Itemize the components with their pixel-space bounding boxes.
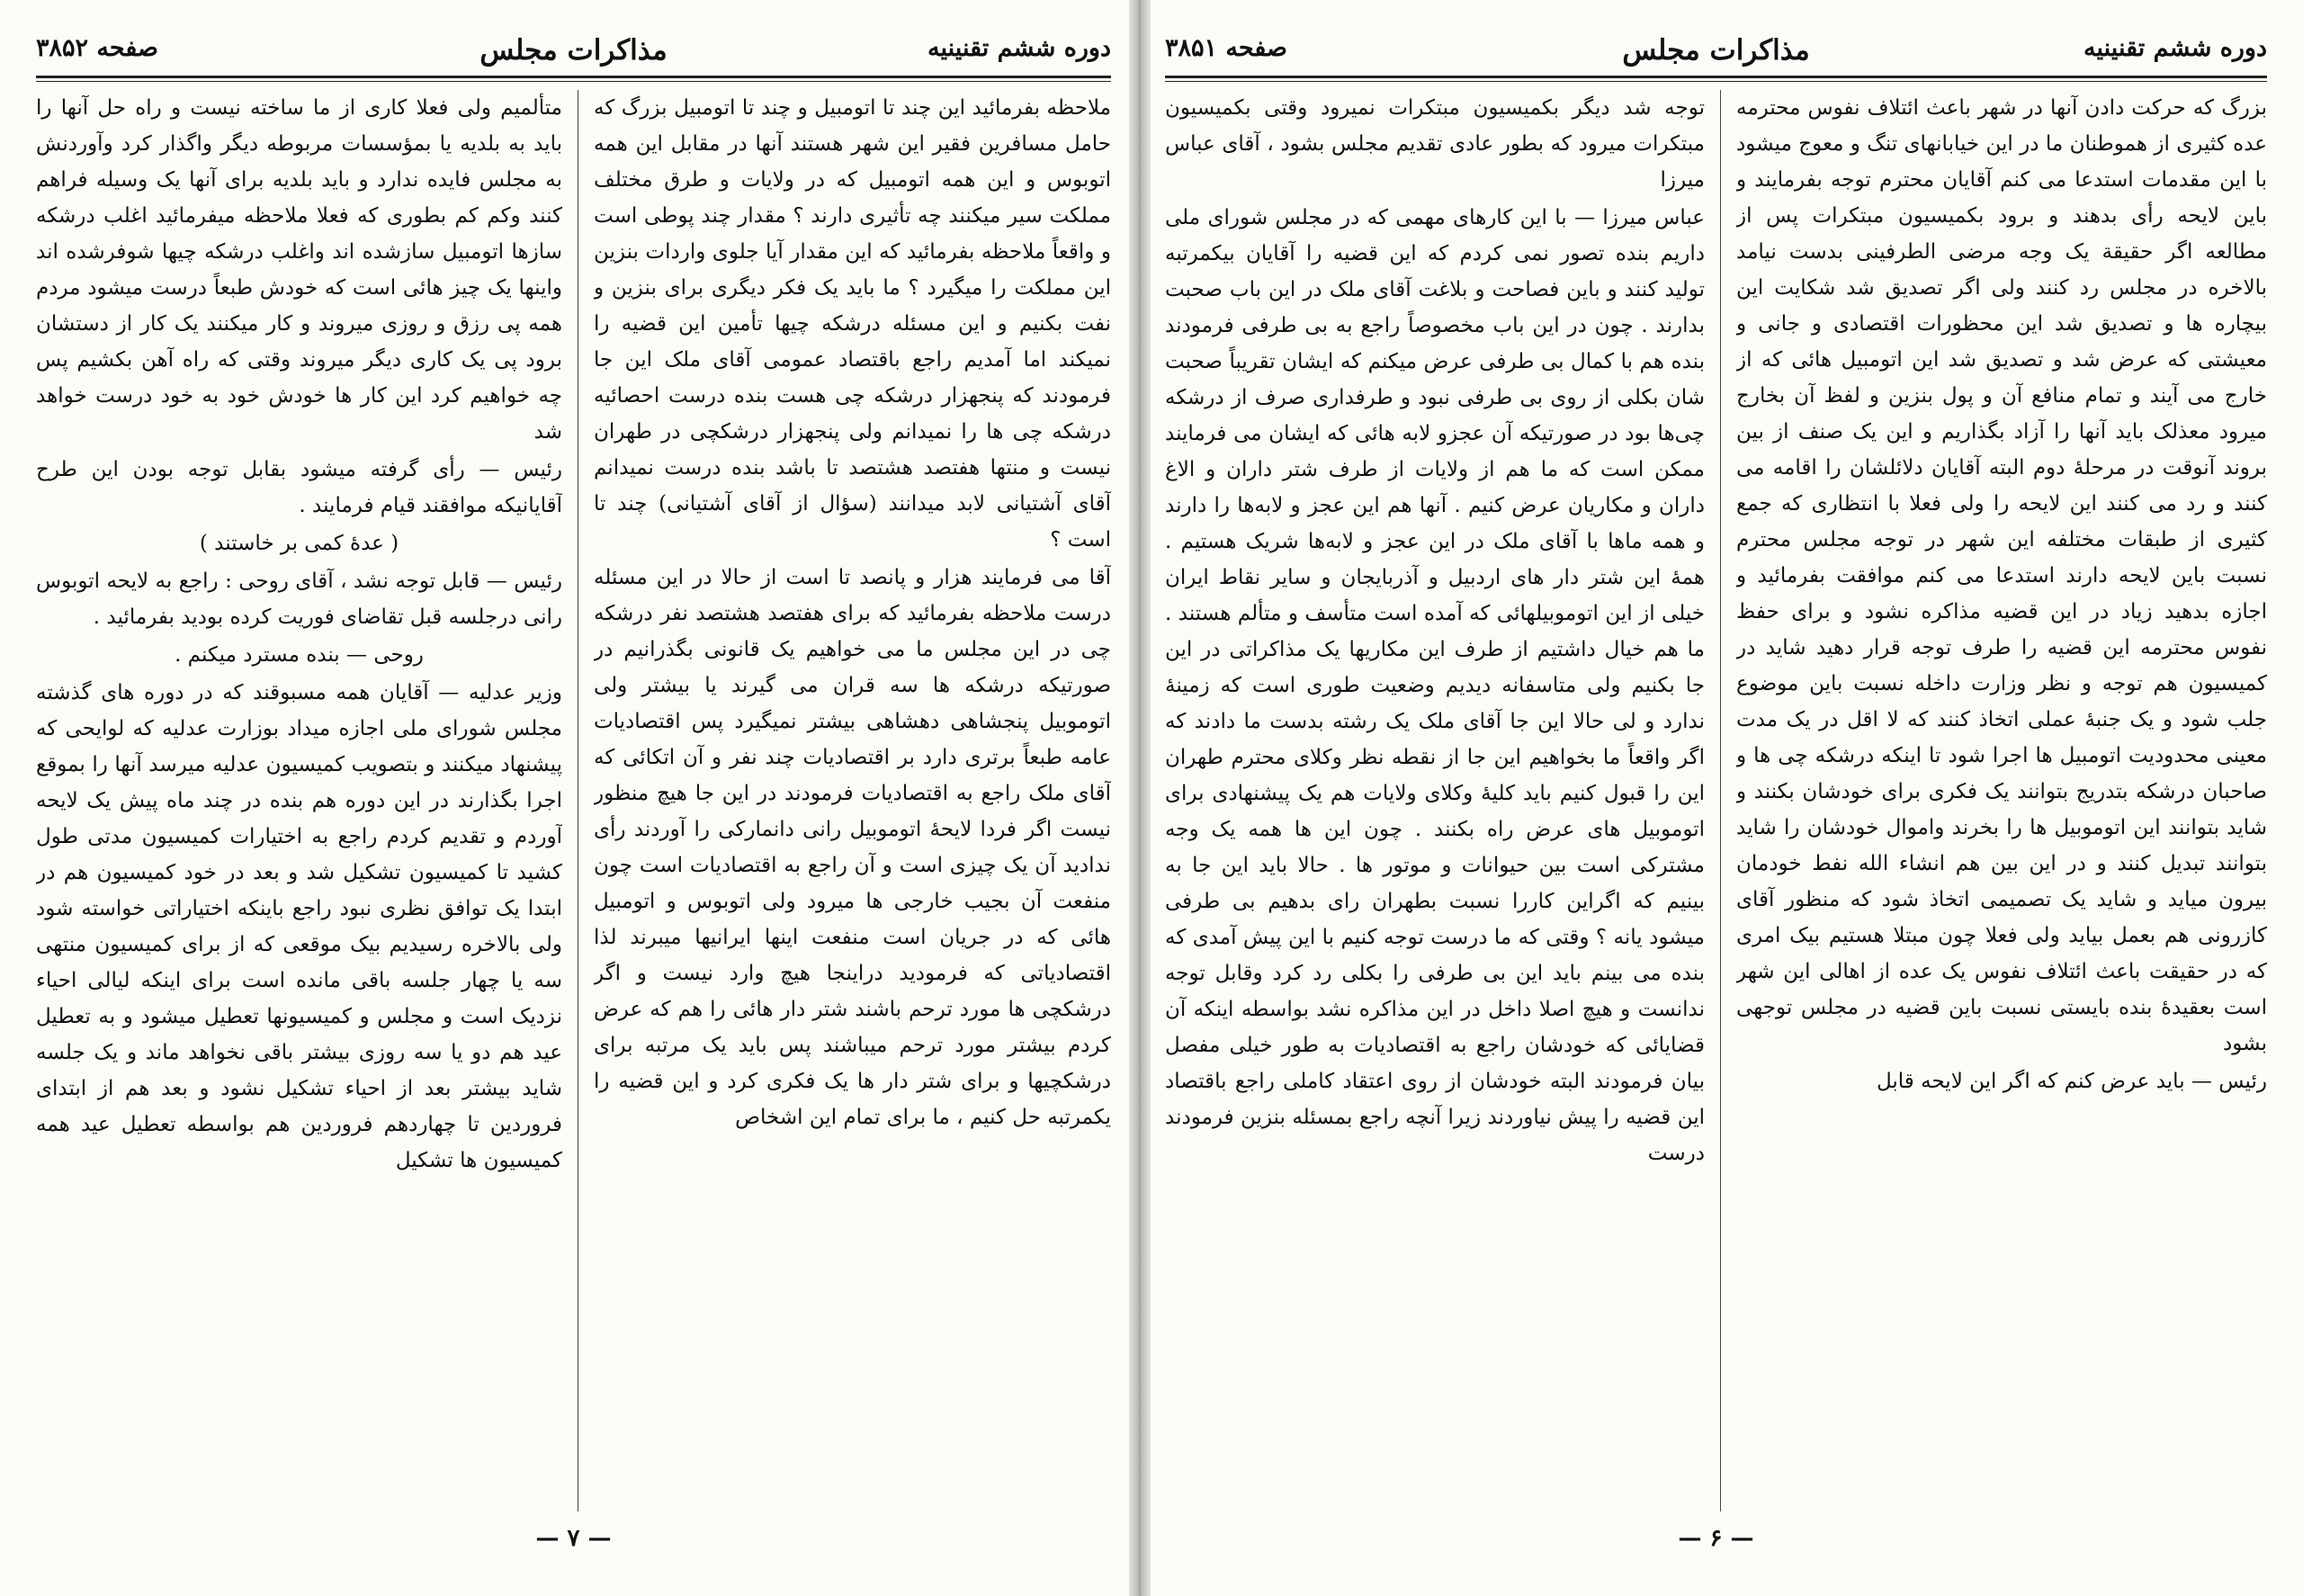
left-page-header	[36, 34, 1111, 70]
paragraph: متألمیم ولی فعلا کاری از ما ساخته نیست و راه حل آنها را باید به بلدیه یا بمؤسسات مربوطه دیگر واگذار کرد وآوردنش به مجلس فایده ندارد و باید بلدیه برای آنها یک وسیله فراهم کنند وکم کم بطوری که فعلا ملاحظه میفرمائید اغلب درشکه سازها اتومبیل سازشده اند واغلب درشکه چیها شوفرشده اند واینها یک چیز هائی است که خودش طبعاً درست میشود مردم همه پی رزق و روزی میروند و کار میکنند یک کار از دستشان برود پی یک کاری دیگر میروند وقتی که راه آهن بکشیم پس چه خواهیم کرد این کار ها خودش خود به خود درست خواهد شد	[36, 96, 562, 444]
left-page-column-right	[594, 90, 1111, 1511]
paragraph: ( عدهٔ کمی بر خاستند )	[199, 532, 399, 555]
book-gutter	[1129, 0, 1151, 1596]
right-page-header-rule	[1165, 76, 2267, 82]
paragraph: ملاحظه بفرمائید این چند تا اتومبیل و چند تا اتومبیل بزرگ که حامل مسافرین فقیر این شهر هستند آنها در مقابل این همه اتوبوس و این همه اتومبیل که در ولایات و طرق مختلف مملکت سیر میکنند چه تأثیری دارند ؟ مقدار چند پوطی است و واقعاً ملاحظه بفرمائید که این مقدار آیا جلوی واردات بنزین این مملکت را میگیرد ؟ ما باید یک فکر دیگری برای بنزین و نفت بکنیم و این مسئله درشکه چیها تأمین این قضیه را نمیکند اما آمدیم راجع باقتصاد عمومی آقای ملک این جا فرمودند که پنجهزار درشکه چی هست بنده درست احصائیه درشکه چی ها را نمیدانم ولی پنجهزار درشکچی در طهران نیست و منتها هفتصد هشتصد تا باشد بنده درست نمیدانم آقای آشتیانی لابد میدانند (سؤال از آقای آشتیانی) چند تا است ؟	[594, 96, 1111, 551]
right-page-column-left	[1165, 90, 1705, 1511]
paragraph: بزرگ که حرکت دادن آنها در شهر باعث ائتلاف نفوس محترمه عده کثیری از هموطنان ما در این خیابانهای تنگ و معوج میشود با این مقدمات استدعا می کنم آقایان محترم توجه بفرمایند و باین لایحه رأی بدهند و برود بکمیسیون مبتکرات پس از مطالعه اگر حقیقة یک وجه مرضی الطرفینی بدست نیامد بالاخره در مجلس رد کنند ولی اگر تصدیق شد شکایت این بیچاره ها و تصدیق شد این محظورات اقتصادی و جانی و معیشتی که عرض شد و تصدیق شد این اتومبیل هائی که از خارج می آیند و تمام منافع آن و پول بنزین و لفظ آن بخارج میرود معذلک باید آنها را آزاد بگذاریم و این یک صنف از بین بروند آنوقت در مرحلهٔ دوم البته آقایان دلائلشان را اقامه می کنند و رد می کنند این لایحه را ولی فعلا با انتظاری که جمع کثیری از طبقات مختلفه این شهر در توجه مجلس محترم نسبت باین لایحه دارند استدعا می کنم موافقت بفرمائید و اجازه بدهید زیاد در این قضیه مذاکره نشود و برای حفظ نفوس محترمه این قضیه را طرف توجه قرار دهید شاید در کمیسیون هم توجه و نظر وزارت داخله نسبت باین موضوع جلب شود و یک جنبهٔ عملی اتخاذ کنند که لا اقل در یک مدت معینی محدودیت اتومبیل ها اجرا شود تا اینکه درشکه چی ها و صاحبان درشکه بتدریج بتوانند یک فکری برای خودشان بکنند و شاید بتوانند این اتوموبیل ها را بخرند واموال خودشان را شاید بتوانند تبدیل کنند و در این بین هم انشاء الله نفط خودمان بیرون میاید و شاید یک تصمیمی اتخاذ شود که منظور آقای کازرونی هم بعمل بیاید ولی فعلا چون مبتلا هستیم بیک امری که در حقیقت باعث ائتلاف نفوس یک عده از اهالی این شهر است بعقیدهٔ بنده بایستی نسبت باین قضیه در مجلس توجهی بشود	[1736, 96, 2267, 1055]
right-page	[1165, 0, 2267, 1596]
left-page-column-left	[36, 90, 562, 1511]
right-page-page-label: صفحه ۳۸۵۱	[1165, 34, 1287, 62]
paragraph: آقا می فرمایند هزار و پانصد تا است از حالا در این مسئله درست ملاحظه بفرمائید که برای هفتصد هشتصد نفر درشکه چی در این مجلس ما می خواهیم یک قانونی بگذرانیم در صورتیکه درشکه ها سه قران می گیرند یا بیشتر ولی اتوموبیل پنجشاهی دهشاهی بیشتر نمیگیرد پس اقتصادیات عامه طبعاً برتری دارد بر اقتصادیات چند نفر و آن اتکائی که آقای ملک راجع به اقتصادیات فرمودند در این جا هیچ منظور نیست اگر فردا لایحهٔ اتوموبیل رانی دانمارکی را آوردند رأی ندادید آن یک چیزی است و آن راجع به اقتصادیات است چون منفعت آن بجیب خارجی ها میرود ولی اتوبوس و اتومبیل هائی که در جریان است منفعت اینها ایرانیها میبرند لذا اقتصادیاتی که فرمودید دراینجا هیچ وارد نیست و اگر درشکچی ها مورد ترحم باشند شتر دار هائی را هم که عرض کردم بیشتر مورد ترحم میباشند پس باید یک مرتبه برای درشکچیها و برای شتر دار ها یک فکری کرد و این قضیه را یکمرتبه حل کنیم ، ما برای تمام این اشخاص	[594, 566, 1111, 1129]
left-page-number: — ۷ —	[535, 1525, 612, 1552]
left-page	[36, 0, 1111, 1596]
column-divider	[1720, 90, 1721, 1511]
paragraph: وزیر عدلیه — آقایان همه مسبوقند که در دوره های گذشته مجلس شورای ملی اجازه میداد بوزارت عدلیه که لوایحی که پیشنهاد میکنند و بتصویب کمیسیون عدلیه میرسد آنها را بموقع اجرا بگذارند در این دوره هم بنده در چند ماه پیش یک لایحه آوردم و تقدیم کردم راجع به اختیارات کمیسیون مدتی طول کشید تا کمیسیون تشکیل شد و بعد در خود کمیسیون هم در ابتدا یک توافق نظری نبود راجع باینکه اختیاراتی خواسته شود ولی بالاخره رسیدیم بیک موقعی که از برای کمیسیون منتهی سه یا چهار جلسه باقی مانده است برای اینکه لیالی احیاء نزدیک است و مجلس و کمیسیونها تعطیل میشود و به تعطیل عید هم دو یا سه روزی بیشتر باقی نخواهد ماند و یک جلسه شاید بیشتر بعد از احیاء تشکیل نشود و بعد هم از ابتدای فروردین تا چهاردهم فروردین هم بواسطه تعطیل عید همه کمیسیون ها تشکیل	[36, 681, 562, 1172]
paragraph: عباس میرزا — با این کارهای مهمی که در مجلس شورای ملی داریم بنده تصور نمی کردم که این قضیه را آقایان بیکمرتبه تولید کنند و باین فصاحت و بلاغت آقای ملک در این باب صحبت بدارند . چون در این باب مخصوصاً راجع به بی طرفی فرمودند بنده هم با کمال بی طرفی عرض میکنم که ایشان تقریباً صحبت شان بکلی از روی بی طرفی نبود و طرفداری صرف از درشکه چی‌ها بود در صورتیکه آن عجزو لابه هائی که ایشان می فرمایند ممکن است که ما هم از ولایات از طرف شتر داران و الاغ داران و مکاریان عرض کنیم . آنها هم این عجز و لابه‌ها را دارند و همه ماها با آقای ملک در این عجز و لابه‌ها شریک هستیم . همهٔ این شتر دار های اردبیل و آذربایجان و سایر نقاط ایران خیلی از این اتوموبیلهائی که آمده است متأسف و متألم هستند . ما هم خیال داشتیم از طرف این مکاریها یک مذاکراتی در این جا بکنیم ولی متاسفانه دیدیم وضعیت طوری است که زمینهٔ ندارد و لی حالا این جا آقای ملک یک رشته بدست ما دادند که اگر واقعاً ما بخواهیم این جا از نقطه نظر وکلای محترم طهران این را قبول کنیم باید کلیهٔ وکلای ولایات هم یک پیشنهادی برای اتوموبیل های عرض راه بکنند . چون این ها همه یک وجه مشترکی است بین حیوانات و موتور ها . حالا باید این جا به بینیم که اگراین کاررا نسبت بطهران رای بدهیم بی طرفی میشود یانه ؟ وقتی که ما درست توجه کنیم با این پیش آمدی که بنده می بینم باید این بی طرفی را بکلی رد کرد وقابل توجه ندانست و هیچ اصلا داخل در این مذاکره نشد بواسطه اینکه آن قضایائی که خودشان راجع به اقتصادیات به طور خیلی مفصل بیان فرمودند البته خودشان از روی اعتقاد کاملی راجع باقتصاد این قضیه را پیش نیاوردند زیرا آنچه راجع بمسئله بنزین فرمودند درست	[1165, 206, 1705, 1165]
paragraph: روحی — بنده مسترد میکنم .	[175, 643, 424, 667]
paragraph: توجه شد دیگر بکمیسیون مبتکرات نمیرود وقتی بکمیسیون مبتکرات میرود که بطور عادی تقدیم مجلس بشود ، آقای عباس میرزا	[1165, 96, 1705, 192]
right-page-header	[1165, 34, 2267, 70]
left-page-title: مذاکرات مجلس	[479, 34, 668, 67]
right-page-number: — ۶ —	[1678, 1525, 1754, 1552]
left-page-header-rule	[36, 76, 1111, 82]
left-page-session-label: دوره ششم تقنینیه	[927, 34, 1111, 62]
right-page-column-right	[1736, 90, 2267, 1511]
paragraph: رئیس — رأی گرفته میشود بقابل توجه بودن این طرح آقایانیکه موافقند قیام فرمایند .	[36, 458, 562, 517]
left-page-page-label: صفحه ۳۸۵۲	[36, 34, 158, 62]
paragraph: رئیس — باید عرض کنم که اگر این لایحه قابل	[1876, 1070, 2267, 1093]
right-page-session-label: دوره ششم تقنینیه	[2083, 34, 2267, 62]
right-page-title: مذاکرات مجلس	[1622, 34, 1810, 67]
paragraph: رئیس — قابل توجه نشد ، آقای روحی : راجع به لایحه اتوبوس رانی درجلسه قبل تقاضای فوریت کرده بودید بفرمائید .	[36, 569, 562, 629]
